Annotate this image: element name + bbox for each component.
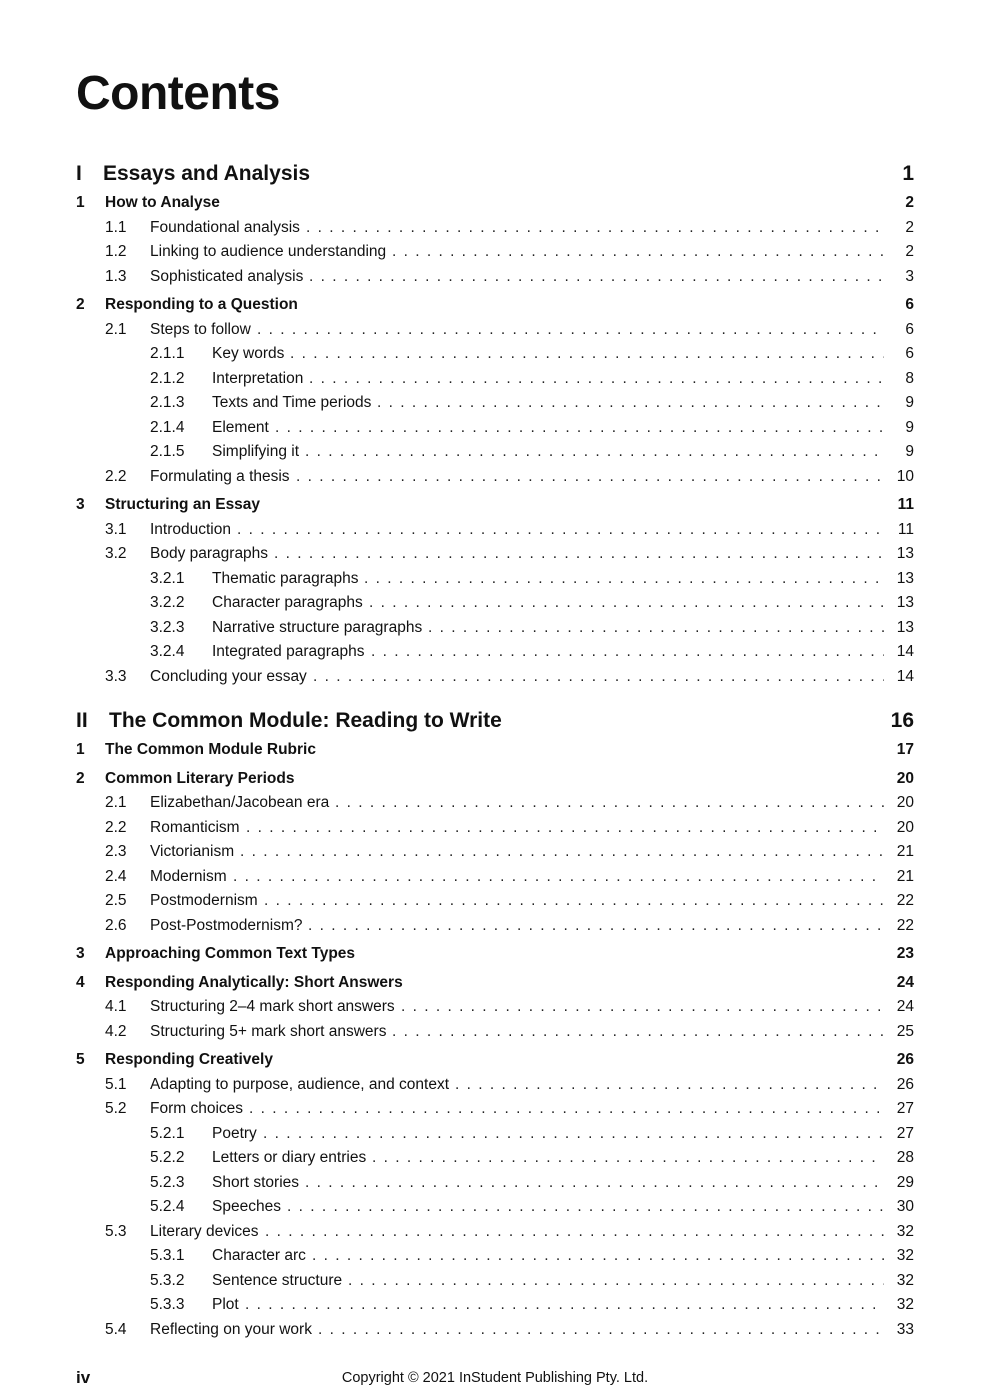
toc-subsection[interactable]	[76, 641, 914, 663]
toc-subsection[interactable]	[76, 568, 914, 590]
dot-leaders	[264, 890, 884, 912]
toc-section-number: 5.4	[105, 1320, 127, 1338]
toc-subsection[interactable]	[76, 1147, 914, 1169]
toc-subsection-page: 9	[905, 418, 914, 436]
toc-chapter-page: 2	[905, 194, 914, 211]
toc-chapter-number: 2	[76, 296, 85, 313]
toc-section-title: Postmodernism	[150, 890, 262, 912]
toc-subsection-title: Sentence structure	[212, 1270, 346, 1292]
toc-section-page: 24	[896, 998, 914, 1015]
toc-section[interactable]	[76, 217, 914, 239]
toc-section-title: Sophisticated analysis	[150, 266, 307, 288]
toc-subsection[interactable]	[76, 1245, 914, 1267]
toc-subsection-number: 2.1.1	[150, 345, 185, 362]
toc-section-number: 2.5	[105, 892, 127, 909]
toc-chapter-page: 6	[905, 296, 914, 313]
toc-section[interactable]	[76, 866, 914, 888]
dot-leaders	[392, 241, 884, 263]
toc-section[interactable]	[76, 792, 914, 814]
toc-subsection-page: 6	[905, 345, 914, 362]
toc-subsection-page: 30	[896, 1198, 914, 1215]
toc-section-number: 3.2	[105, 545, 127, 562]
toc-section-page: 20	[896, 794, 914, 811]
toc-chapter-number: 1	[76, 194, 85, 211]
toc-chapter-number: 3	[76, 496, 85, 513]
dot-leaders	[263, 1123, 884, 1145]
dot-leaders	[257, 319, 884, 341]
toc-section-title: Form choices	[150, 1098, 247, 1120]
toc-chapter-page: 26	[896, 1051, 914, 1068]
toc-section-page: 21	[896, 867, 914, 885]
toc-section-title: Elizabethan/Jacobean era	[150, 792, 333, 814]
dot-leaders	[306, 217, 884, 239]
toc-section-page: 22	[896, 916, 914, 934]
toc-section[interactable]	[76, 996, 914, 1018]
toc-section-page: 11	[897, 520, 914, 538]
toc-section-page: 2	[905, 218, 914, 236]
toc-subsection-title: Poetry	[212, 1123, 261, 1145]
toc-subsection-page: 32	[896, 1296, 914, 1313]
toc-section-title: Foundational analysis	[150, 217, 304, 239]
toc-section-title: Concluding your essay	[150, 666, 311, 688]
toc-section-title: Body paragraphs	[150, 543, 272, 565]
toc-section[interactable]	[76, 666, 914, 688]
toc-section-number: 1.2	[105, 243, 127, 260]
toc-section-page: 2	[905, 243, 914, 260]
toc-subsection-page: 8	[905, 369, 914, 387]
dot-leaders	[246, 817, 884, 839]
toc-subsection-title: Thematic paragraphs	[212, 568, 362, 590]
toc-section-number: 2.3	[105, 843, 127, 860]
toc-section-page: 13	[896, 545, 914, 562]
toc-subsection-page: 29	[896, 1173, 914, 1191]
toc-section[interactable]	[76, 519, 914, 541]
page-title: Contents	[76, 67, 280, 120]
toc-subsection[interactable]	[76, 441, 914, 463]
toc-section-number: 5.2	[105, 1100, 127, 1117]
toc-subsection-title: Element	[212, 417, 273, 439]
toc-subsection-title: Integrated paragraphs	[212, 641, 369, 663]
dot-leaders	[377, 392, 884, 414]
toc-part-page: 1	[902, 162, 914, 185]
toc-part-title: The Common Module: Reading to Write	[109, 709, 502, 732]
dot-leaders	[308, 915, 884, 937]
dot-leaders	[348, 1270, 884, 1292]
toc-subsection-title: Character arc	[212, 1245, 310, 1267]
dot-leaders	[274, 543, 884, 565]
page-number-label: iv	[76, 1368, 91, 1387]
toc-subsection-number: 5.2.1	[150, 1124, 185, 1142]
toc-section-number: 1.1	[105, 218, 127, 236]
toc-subsection[interactable]	[76, 1294, 914, 1316]
toc-part[interactable]	[76, 707, 914, 735]
dot-leaders	[313, 666, 884, 688]
toc-section-title: Linking to audience understanding	[150, 241, 390, 263]
toc-subsection-title: Narrative structure paragraphs	[212, 617, 426, 639]
toc-section[interactable]	[76, 1319, 914, 1341]
dot-leaders	[237, 519, 884, 541]
toc-subsection[interactable]	[76, 1196, 914, 1218]
dot-leaders	[296, 466, 884, 488]
toc-section-number: 4.2	[105, 1022, 127, 1040]
toc-part[interactable]	[76, 160, 914, 188]
toc-chapter-page: 20	[896, 769, 914, 787]
toc-subsection-page: 14	[896, 643, 914, 660]
toc-subsection-page: 13	[896, 569, 914, 587]
toc-chapter-title: How to Analyse	[105, 194, 220, 211]
toc-subsection-page: 27	[896, 1124, 914, 1142]
toc-subsection-number: 3.2.3	[150, 618, 185, 636]
toc-chapter-title: The Common Module Rubric	[105, 741, 316, 758]
toc-subsection-title: Interpretation	[212, 368, 307, 390]
dot-leaders	[312, 1245, 884, 1267]
toc-section[interactable]	[76, 817, 914, 839]
toc-subsection-page: 32	[896, 1271, 914, 1289]
toc-section-page: 20	[896, 818, 914, 836]
toc-subsection-title: Texts and Time periods	[212, 392, 375, 414]
toc-chapter-title: Common Literary Periods	[105, 769, 295, 787]
toc-chapter-number: 4	[76, 973, 85, 991]
toc-subsection[interactable]	[76, 592, 914, 614]
dot-leaders	[392, 1021, 884, 1043]
toc-section-number: 2.2	[105, 467, 127, 485]
toc-section-number: 5.1	[105, 1075, 127, 1093]
dot-leaders	[290, 343, 884, 365]
toc-section-title: Structuring 5+ mark short answers	[150, 1021, 390, 1043]
toc-section-number: 5.3	[105, 1222, 127, 1240]
dot-leaders	[401, 996, 884, 1018]
dot-leaders	[371, 641, 884, 663]
toc-subsection[interactable]	[76, 1172, 914, 1194]
toc-section-title: Formulating a thesis	[150, 466, 294, 488]
toc-section[interactable]	[76, 1021, 914, 1043]
toc-chapter[interactable]	[76, 1049, 914, 1071]
toc-section-page: 21	[896, 843, 914, 860]
toc-subsection-title: Character paragraphs	[212, 592, 367, 614]
toc-section-page: 10	[896, 467, 914, 485]
toc-subsection-page: 9	[905, 394, 914, 411]
toc-subsection[interactable]	[76, 392, 914, 414]
toc-subsection[interactable]	[76, 417, 914, 439]
toc-chapter-title: Approaching Common Text Types	[105, 945, 356, 962]
toc-chapter-number: 1	[76, 741, 85, 758]
toc-subsection-title: Speeches	[212, 1196, 285, 1218]
toc-subsection[interactable]	[76, 617, 914, 639]
toc-section[interactable]	[76, 1074, 914, 1096]
toc-section-title: Adapting to purpose, audience, and context	[150, 1074, 453, 1096]
toc-subsection-number: 5.2.2	[150, 1149, 185, 1166]
dot-leaders	[240, 841, 884, 863]
toc-subsection[interactable]	[76, 1270, 914, 1292]
dot-leaders	[372, 1147, 884, 1169]
dot-leaders	[305, 1172, 884, 1194]
dot-leaders	[318, 1319, 884, 1341]
toc-subsection-number: 3.2.2	[150, 594, 185, 611]
toc-subsection-number: 2.1.3	[150, 394, 185, 411]
toc-section-title: Victorianism	[150, 841, 238, 863]
dot-leaders	[249, 1098, 884, 1120]
dot-leaders	[428, 617, 884, 639]
toc-subsection-number: 5.3.1	[150, 1247, 185, 1264]
toc-subsection-page: 9	[905, 443, 914, 460]
toc-section-title: Literary devices	[150, 1221, 263, 1243]
toc-section-page: 6	[905, 320, 914, 338]
toc-section-title: Introduction	[150, 519, 235, 541]
toc-section-number: 3.3	[105, 667, 127, 685]
toc-chapter-number: 2	[76, 769, 85, 787]
toc-chapter-page: 11	[897, 496, 914, 513]
toc-subsection-number: 5.2.3	[150, 1173, 185, 1191]
dot-leaders	[233, 866, 884, 888]
toc-chapter-title: Responding to a Question	[105, 296, 298, 313]
toc-section-page: 25	[896, 1022, 914, 1040]
dot-leaders	[309, 368, 884, 390]
toc-part-title: Essays and Analysis	[103, 162, 311, 185]
toc-section-page: 26	[896, 1075, 914, 1093]
toc-subsection-title: Short stories	[212, 1172, 303, 1194]
toc-section-page: 27	[896, 1100, 914, 1117]
toc-chapter-page: 17	[896, 741, 914, 758]
toc-section-page: 22	[896, 892, 914, 909]
toc-subsection-number: 2.1.2	[150, 369, 185, 387]
toc-section[interactable]	[76, 543, 914, 565]
toc-section[interactable]	[76, 915, 914, 937]
toc-section-number: 4.1	[105, 998, 127, 1015]
toc-section-title: Romanticism	[150, 817, 244, 839]
toc-chapter-title: Responding Analytically: Short Answers	[105, 973, 403, 991]
dot-leaders	[305, 441, 884, 463]
toc-subsection-page: 13	[896, 618, 914, 636]
toc-subsection-title: Plot	[212, 1294, 243, 1316]
toc-chapter[interactable]	[76, 494, 914, 516]
toc-subsection-title: Letters or diary entries	[212, 1147, 370, 1169]
dot-leaders	[287, 1196, 884, 1218]
toc-subsection-number: 2.1.5	[150, 443, 185, 460]
toc-section-number: 3.1	[105, 520, 127, 538]
toc-section-title: Steps to follow	[150, 319, 255, 341]
toc-section-page: 32	[896, 1222, 914, 1240]
toc-section[interactable]	[76, 466, 914, 488]
toc-section-number: 2.2	[105, 818, 127, 836]
toc-subsection-page: 28	[896, 1149, 914, 1166]
toc-section-title: Structuring 2–4 mark short answers	[150, 996, 399, 1018]
dot-leaders	[265, 1221, 884, 1243]
dot-leaders	[245, 1294, 884, 1316]
toc-chapter-number: 3	[76, 945, 85, 962]
toc-chapter[interactable]	[76, 972, 914, 994]
toc-subsection-number: 5.2.4	[150, 1198, 185, 1215]
copyright-notice: Copyright © 2021 InStudent Publishing Pty. Ltd.	[341, 1370, 649, 1386]
toc-part-page: 16	[890, 709, 914, 732]
toc-subsection-number: 5.3.2	[150, 1271, 185, 1289]
toc-subsection-number: 3.2.4	[150, 643, 185, 660]
toc-subsection-title: Simplifying it	[212, 441, 303, 463]
toc-chapter-title: Responding Creatively	[105, 1051, 273, 1068]
dot-leaders	[309, 266, 884, 288]
toc-subsection-number: 3.2.1	[150, 569, 185, 587]
toc-chapter[interactable]	[76, 739, 914, 761]
toc-section-number: 2.4	[105, 867, 127, 885]
toc-section[interactable]	[76, 1098, 914, 1120]
toc-section[interactable]	[76, 266, 914, 288]
toc-section[interactable]	[76, 1221, 914, 1243]
toc-chapter[interactable]	[76, 943, 914, 965]
toc-section-title: Post-Postmodernism?	[150, 915, 306, 937]
toc-subsection[interactable]	[76, 368, 914, 390]
dot-leaders	[364, 568, 884, 590]
toc-chapter-number: 5	[76, 1051, 85, 1068]
toc-chapter-page: 24	[896, 973, 914, 991]
toc-chapter[interactable]	[76, 192, 914, 214]
toc-subsection[interactable]	[76, 1123, 914, 1145]
toc-chapter-title: Structuring an Essay	[105, 496, 261, 513]
toc-section-page: 33	[896, 1320, 914, 1338]
toc-section-page: 14	[896, 667, 914, 685]
toc-part-number: II	[76, 709, 88, 732]
toc-section[interactable]	[76, 890, 914, 912]
toc-chapter[interactable]	[76, 294, 914, 316]
dot-leaders	[369, 592, 884, 614]
toc-section-number: 2.1	[105, 320, 127, 338]
toc-subsection-number: 2.1.4	[150, 418, 185, 436]
toc-subsection-number: 5.3.3	[150, 1296, 185, 1313]
dot-leaders	[455, 1074, 884, 1096]
toc-subsection[interactable]	[76, 343, 914, 365]
toc-section-title: Reflecting on your work	[150, 1319, 316, 1341]
toc-chapter-page: 23	[896, 945, 914, 962]
toc-section-number: 1.3	[105, 267, 127, 285]
toc-section-number: 2.6	[105, 916, 127, 934]
toc-subsection-page: 32	[896, 1247, 914, 1264]
toc-subsection-page: 13	[896, 594, 914, 611]
toc-section-title: Modernism	[150, 866, 231, 888]
dot-leaders	[275, 417, 884, 439]
toc-section[interactable]	[76, 319, 914, 341]
toc-part-number: I	[76, 162, 82, 185]
toc-section[interactable]	[76, 841, 914, 863]
dot-leaders	[335, 792, 884, 814]
toc-section-page: 3	[905, 267, 914, 285]
toc-section-number: 2.1	[105, 794, 127, 811]
toc-section[interactable]	[76, 241, 914, 263]
toc-subsection-title: Key words	[212, 343, 288, 365]
toc-chapter[interactable]	[76, 768, 914, 790]
